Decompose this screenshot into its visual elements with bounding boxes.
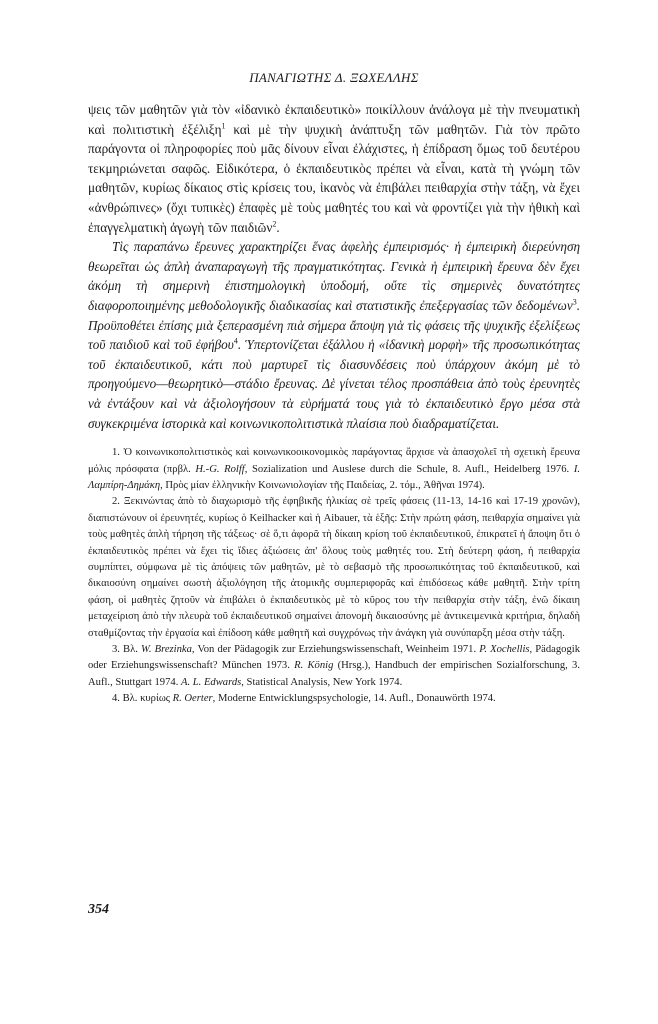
running-title: ΠΑΝΑΓΙΩΤΗΣ Δ. ΞΩΧΕΛΛΗΣ [249, 70, 419, 85]
footnote-text: 1. Ὁ κοινωνικοπολιτιστικὸς καὶ κοινωνικοοικονομικὸς παράγοντας ἄρχισε νὰ ἀπασχολεῖ τὴ σχετικὴ ἔρευνα μόλις πρόσφατα (πρβλ. [88, 447, 580, 475]
footnote-ref-4: 4 [233, 336, 238, 346]
paragraph-text: . Ὑπερτονίζεται ἐξάλλου ἡ «ἰδανικὴ μορφὴ» τῆς προσωπικότητας τοῦ ἐκπαιδευτικοῦ, κάτι ποὺ μαρτυρεῖ τὶς διασυνδέσεις ποὺ ὑπάρχουν ἀκόμη μὲ τὸ προηγούμενο—θεωρητικὸ—στάδιο ἔρευνας. Δὲ γίνεται τέλος προσπάθεια ἀπὸ τοὺς ἐρευνητὲς νὰ ἐντάξουν καὶ νὰ ἀξιολογήσουν τὰ εὑρήματά τους γιὰ τὸ ἐκπαιδευτικὸ ἔργο μέσα στὰ συγκεκριμένα ἱστορικὰ καὶ κοινωνικοπολιτιστικὰ πλαίσια ποὺ διαδραματίζεται. [88, 337, 580, 431]
footnote-ref-2: 2 [272, 219, 277, 229]
paragraph-text: . Προϋποθέτει ἐπίσης μιὰ ξεπερασμένη πιὰ σήμερα ἄποψη γιὰ τὶς φάσεις τῆς ψυχικῆς ἐξελίξεως τοῦ παιδιοῦ καὶ τοῦ ἐφήβου [88, 297, 580, 353]
footnote-author: P. Xochellis [479, 643, 530, 655]
footnote-1 [88, 445, 580, 494]
footnote-text: , Sozialization und Auslese durch die Schule, 8. Aufl., Heidelberg 1976. [244, 463, 574, 475]
footnote-text: , Von der Pädagogik zur Erziehungswissenschaft, Weinheim 1971. [191, 643, 480, 655]
footnote-text: 4. Βλ. κυρίως [112, 693, 173, 705]
footnote-text: , Moderne Entwicklungspsychologie, 14. Aufl., Donauwörth 1974. [212, 693, 496, 705]
footnote-text: 3. Βλ. [112, 643, 142, 655]
book-page [88, 70, 580, 1000]
footnote-author: I. Λαμπίρη-Δημάκη [88, 463, 580, 491]
footnote-author: R. Oerter [172, 693, 213, 705]
footnotes [88, 445, 580, 708]
paragraph-text: Τὶς παραπάνω ἔρευνες χαρακτηρίζει ἕνας ἀφελὴς ἐμπειρισμός· ἡ ἐμπειρικὴ διερεύνηση θεωρεῖται ὡς ἁπλὴ ἀναπαραγωγὴ τῆς πραγματικότητας. Γενικὰ ἡ ἐμπειρικὴ ἔρευνα δὲν ἔχει ἀκόμη τὴ σημερινὴ ἐπιστημολογικὴ ὑποδομή, οὔτε τὶς σημερινὲς δυνατότητες διαφοροποιημένης μεθοδολογικῆς διαδικασίας καὶ στατιστικῆς ἐπεξεργασίας τῶν δεδομένων [88, 239, 580, 313]
paragraph-text: ψεις τῶν μαθητῶν γιὰ τὸν «ἰδανικὸ ἐκπαιδευτικὸ» ποικίλλουν ἀνάλογα μὲ τὴν πνευματικὴ καὶ πολιτιστικὴ ἐξέλιξη [88, 102, 580, 137]
footnote-4 [88, 691, 580, 707]
footnote-text: , Pädagogik oder Erziehungswissenschaft? München 1973. [88, 643, 581, 672]
footnote-author: W. Brezinka [141, 643, 192, 655]
paragraph-text: καὶ μὲ τὴν ψυχικὴ ἀνάπτυξη τῶν μαθητῶν. Γιὰ τὸν πρῶτο παράγοντα οἱ πληροφορίες ποὺ μᾶς δίνουν εἶναι ἐλάχιστες, ἡ ἐπίδραση ὅμως τοῦ δευτέρου τεκμηριώνεται σαφῶς. Εἰδικότερα, ὁ ἐκπαιδευτικὸς πρέπει νὰ εἶναι, κατὰ τὴ γνώμη τῶν μαθητῶν, κυρίως δίκαιος στὶς κρίσεις του, ἱκανὸς νὰ ἐπιβάλει πειθαρχία στὴν τάξη, νὰ ἔχει «ἀνθρώπινες» (ὄχι τυπικὲς) ἐπαφὲς μὲ τοὺς μαθητές του καὶ νὰ φροντίζει γιὰ τὴν ἠθικὴ καὶ ἐπαγγελματικὴ ἀγωγὴ τῶν παιδιῶν [88, 121, 580, 235]
footnote-2: 2. Ξεκινώντας ἀπὸ τὸ διαχωρισμὸ τῆς ἐφηβικῆς ἡλικίας σὲ τρεῖς φάσεις (11-13, 14-16 καὶ 17-19 χρονῶν), διαπιστώνουν οἱ ἐρευνητές, κυρίως ὁ Keilhacker καὶ ἡ Aibauer, τὰ ἑξῆς: Στὴν πρώτη φάση, πειθαρχία σημαίνει γιὰ τοὺς μαθητὲς ἁπλὴ τήρηση τῆς τάξεως· σὲ ὅ,τι ἀφορᾶ τὴ δίκαιη κρίση τοῦ ἐκπαιδευτικοῦ, ἐπικρατεῖ ἡ ἄποψη ὅτι ὁ ἐκπαιδευτικὸς πρέπει νὰ ἔχει τὶς ἴδιες ἀξιώσεις ἀπ' ὅλους τοὺς μαθητές του. Στὴ δεύτερη φάση, ἡ πειθαρχία συμπίπτει, σύμφωνα μὲ τὶς ἀπόψεις τῶν μαθητῶν, μὲ τὸ σεβασμὸ τῆς προσωπικότητας τοῦ ἐκπαιδευτικοῦ, καὶ δικαιοσύνη σημαίνει σωστὴ ἀξιολόγηση τῆς ἀτομικῆς συμπεριφορᾶς καὶ ἐπιδόσεως κάθε μαθητῆ. Στὴν τρίτη φάση, οἱ μαθητὲς ζητοῦν νὰ ἐπιβάλει ὁ ἐκπαιδευτικὸς μὲ τὸ κῦρος του τὴν πειθαρχία στὴν τάξη, ἐνῶ δίκαιη μεταχείριση ἀπὸ τὴν πλευρὰ τοῦ ἐκπαιδευτικοῦ σημαίνει ἀπονομὴ δικαιοσύνης μὲ ἀντικειμενικὰ κριτήρια, δηλαδὴ σταθμίζοντας τὴν ἐργασία καὶ ἐπίδοση κάθε μαθητῆ καὶ συγχρόνως τὴν ἀνάγκη γιὰ συνύπαρξη μέσα στὴν τάξη. [88, 496, 580, 639]
footnote-text: (Hrsg.), Handbuch der empirischen Sozialforschung, 3. Aufl., Stuttgart 1974. [88, 660, 581, 688]
page-number: 354 [88, 902, 109, 917]
paragraph-text: . [276, 219, 280, 235]
footnote-ref-1: 1 [221, 121, 226, 131]
footnote-ref-3: 3 [572, 297, 577, 307]
footnote-author: R. König [294, 660, 334, 672]
footnote-text: , Statistical Analysis, New York 1974. [241, 676, 403, 688]
footnote-author: H.-G. Rolff [195, 463, 245, 475]
footnote-3 [88, 642, 580, 691]
body-paragraph-2 [88, 237, 580, 433]
body-paragraph-1 [88, 100, 580, 237]
footnote-author: A. L. Edwards [181, 676, 242, 688]
footnote-text: , Πρὸς μίαν ἑλληνικὴν Κοινωνιολογίαν τῆς Παιδείας, 2. τόμ., Ἀθῆναι 1974). [160, 479, 485, 491]
